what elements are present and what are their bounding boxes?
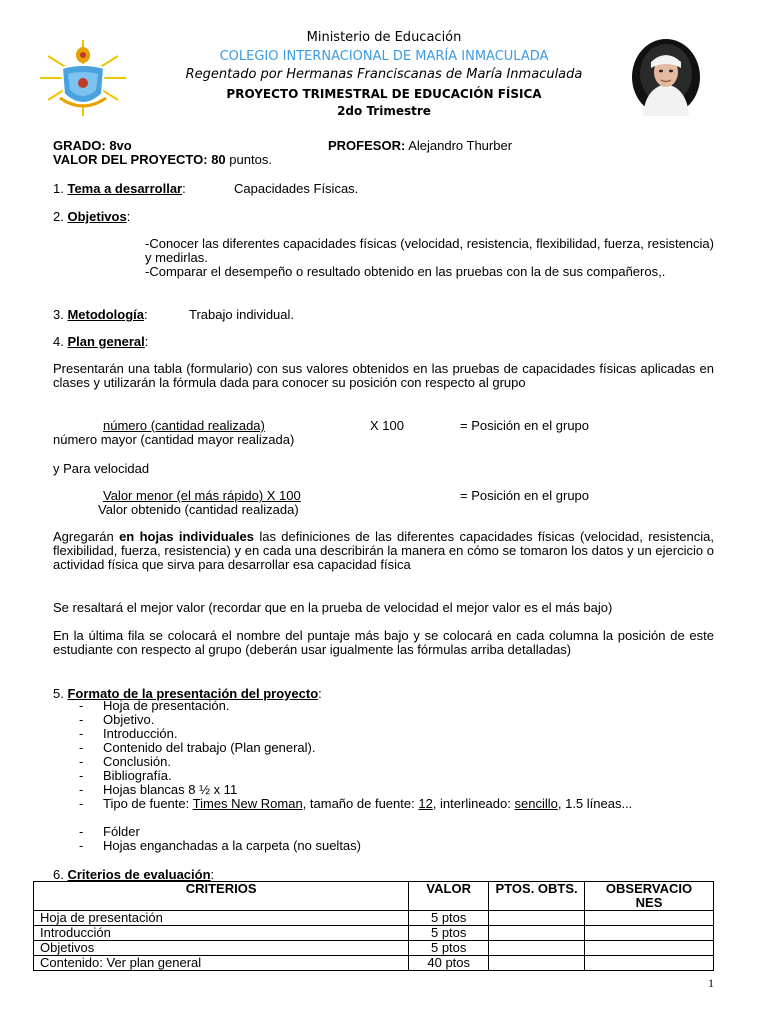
table-cell: Contenido: Ver plan general [34, 956, 409, 971]
section-6-title: Criterios de evaluación [67, 867, 211, 882]
table-cell [585, 926, 714, 941]
section-1-title: Tema a desarrollar [67, 181, 183, 196]
project-value-points: 80 [211, 152, 226, 167]
school-name: COLEGIO INTERNACIONAL DE MARÍA INMACULADA [219, 49, 549, 64]
list-item: - Hojas blancas 8 ½ x 11 [53, 783, 714, 797]
section-3-text: Trabajo individual. [189, 307, 295, 322]
table-cell [489, 956, 585, 971]
plan-add-bold: en hojas individuales [119, 529, 254, 544]
section-4-number: 4. [53, 334, 64, 349]
format-list [53, 699, 714, 853]
section-4-title: Plan general [67, 334, 145, 349]
formula-1-result: = Posición en el grupo [460, 418, 590, 433]
table-cell [489, 911, 585, 926]
plan-add-pre: Agregarán [53, 529, 114, 544]
header-criterios: CRITERIOS [34, 882, 409, 911]
table-row [34, 911, 714, 926]
teacher-name: Alejandro Thurber [408, 138, 513, 153]
section-2-heading [53, 209, 130, 225]
list-item: - Bibliografía. [53, 769, 714, 783]
list-item: - Hoja de presentación. [53, 699, 714, 713]
objective-1: -Conocer las diferentes capacidades físicas (velocidad, resistencia, flexibilidad, fuerza, resistencia) y medirlas. [145, 236, 714, 265]
formula-1-denominator: número mayor (cantidad mayor realizada) [53, 432, 295, 447]
list-item: - Conclusión. [53, 755, 714, 769]
table-row [34, 956, 714, 971]
section-5-number: 5. [53, 686, 64, 701]
plan-add-post: las definiciones de las diferentes capacidades físicas (velocidad, resistencia, flexibilidad, fuerza, resistencia) y en cada una describirán la manera en cómo se tomaron los datos y un ejercicio o actividad física que sirva para desarrollar esa capacidad física [53, 529, 714, 572]
table-row [34, 926, 714, 941]
header-valor: VALOR [409, 882, 489, 911]
list-item: - Introducción. [53, 727, 714, 741]
list-item: - Objetivo. [53, 713, 714, 727]
formula-2-denominator: Valor obtenido (cantidad realizada) [98, 502, 299, 517]
section-3-number: 3. [53, 307, 64, 322]
list-item: - Fólder [53, 825, 714, 839]
plan-add-paragraph [53, 530, 714, 572]
project-value-line [53, 152, 272, 168]
formula-2-result: = Posición en el grupo [460, 488, 590, 503]
table-cell [489, 926, 585, 941]
section-2-colon: : [126, 209, 131, 224]
section-1-heading [53, 181, 186, 197]
table-cell: 40 ptos [409, 956, 489, 971]
section-1-colon: : [182, 181, 186, 196]
section-3-title: Metodología [67, 307, 145, 322]
project-value-label: VALOR DEL PROYECTO: [53, 152, 208, 167]
section-3-heading [53, 307, 148, 323]
section-6-colon: : [210, 867, 215, 882]
formula-1-numerator: número (cantidad realizada) [103, 418, 265, 433]
section-5-title: Formato de la presentación del proyecto [67, 686, 319, 701]
section-1-number: 1. [53, 181, 64, 196]
font-name: Times New Roman [192, 796, 303, 811]
plan-last-row: En la última fila se colocará el nombre del puntaje más bajo y se colocará en cada columna la posición de este estudiante con respecto al grupo (deberán usar igualmente las fórmulas arriba detalladas) [53, 628, 714, 657]
table-cell: Introducción [34, 926, 409, 941]
header-ptos-obts: PTOS. OBTS. [489, 882, 585, 911]
section-6-number: 6. [53, 867, 64, 882]
font-pre: Tipo de fuente: [103, 796, 190, 811]
table-cell [585, 956, 714, 971]
section-2-title: Objetivos [67, 209, 127, 224]
section-4-colon: : [144, 334, 149, 349]
school-regent: Regentado por Hermanas Franciscanas de María Inmaculada [185, 67, 583, 82]
project-value-unit: puntos. [229, 152, 272, 167]
section-4-heading [53, 334, 148, 350]
font-size: 12 [418, 796, 433, 811]
table-cell: Objetivos [34, 941, 409, 956]
table-cell [489, 941, 585, 956]
section-1-text: Capacidades Físicas. [234, 181, 359, 196]
font-mid2: , interlineado: [432, 796, 511, 811]
table-cell: 5 ptos [409, 911, 489, 926]
formula-1-multiplier: X 100 [370, 418, 404, 433]
objective-2: -Comparar el desempeño o resultado obtenido en las pruebas con la de sus compañeros,. [145, 264, 666, 279]
list-item-font [53, 797, 714, 825]
header-observaciones: OBSERVACIO NES [585, 882, 714, 911]
table-cell: Hoja de presentación [34, 911, 409, 926]
term-title: 2do Trimestre [337, 104, 431, 118]
table-cell: 5 ptos [409, 941, 489, 956]
plan-best-value: Se resaltará el mejor valor (recordar que en la prueba de velocidad el mejor valor es el más bajo) [53, 600, 613, 615]
formula-2-numerator: Valor menor (el más rápido) X 100 [103, 488, 301, 503]
teacher-label: PROFESOR: [328, 138, 406, 153]
table-cell: 5 ptos [409, 926, 489, 941]
table-header-row [34, 882, 714, 911]
speed-label: y Para velocidad [53, 461, 150, 476]
section-3-colon: : [144, 307, 148, 322]
font-spacing: sencillo [514, 796, 558, 811]
teacher-line [328, 138, 512, 154]
plan-intro: Presentarán una tabla (formulario) con sus valores obtenidos en las pruebas de capacidades físicas aplicadas en clases y utilizarán la fórmula dada para conocer su posición con respecto al grupo [53, 361, 714, 390]
font-post: , 1.5 líneas... [557, 796, 633, 811]
ministry-title: Ministerio de Educación [306, 30, 462, 45]
list-item: - Hojas enganchadas a la carpeta (no sueltas) [53, 839, 714, 853]
page-number: 1 [708, 976, 714, 990]
table-row [34, 941, 714, 956]
section-5-colon: : [318, 686, 322, 701]
font-mid: , tamaño de fuente: [302, 796, 415, 811]
table-cell [585, 941, 714, 956]
grade-label: GRADO: 8vo [53, 138, 132, 153]
project-title: PROYECTO TRIMESTRAL DE EDUCACIÓN FÍSICA [226, 87, 542, 101]
section-2-number: 2. [53, 209, 64, 224]
table-cell [585, 911, 714, 926]
list-item: - Contenido del trabajo (Plan general). [53, 741, 714, 755]
criteria-table [33, 881, 714, 971]
